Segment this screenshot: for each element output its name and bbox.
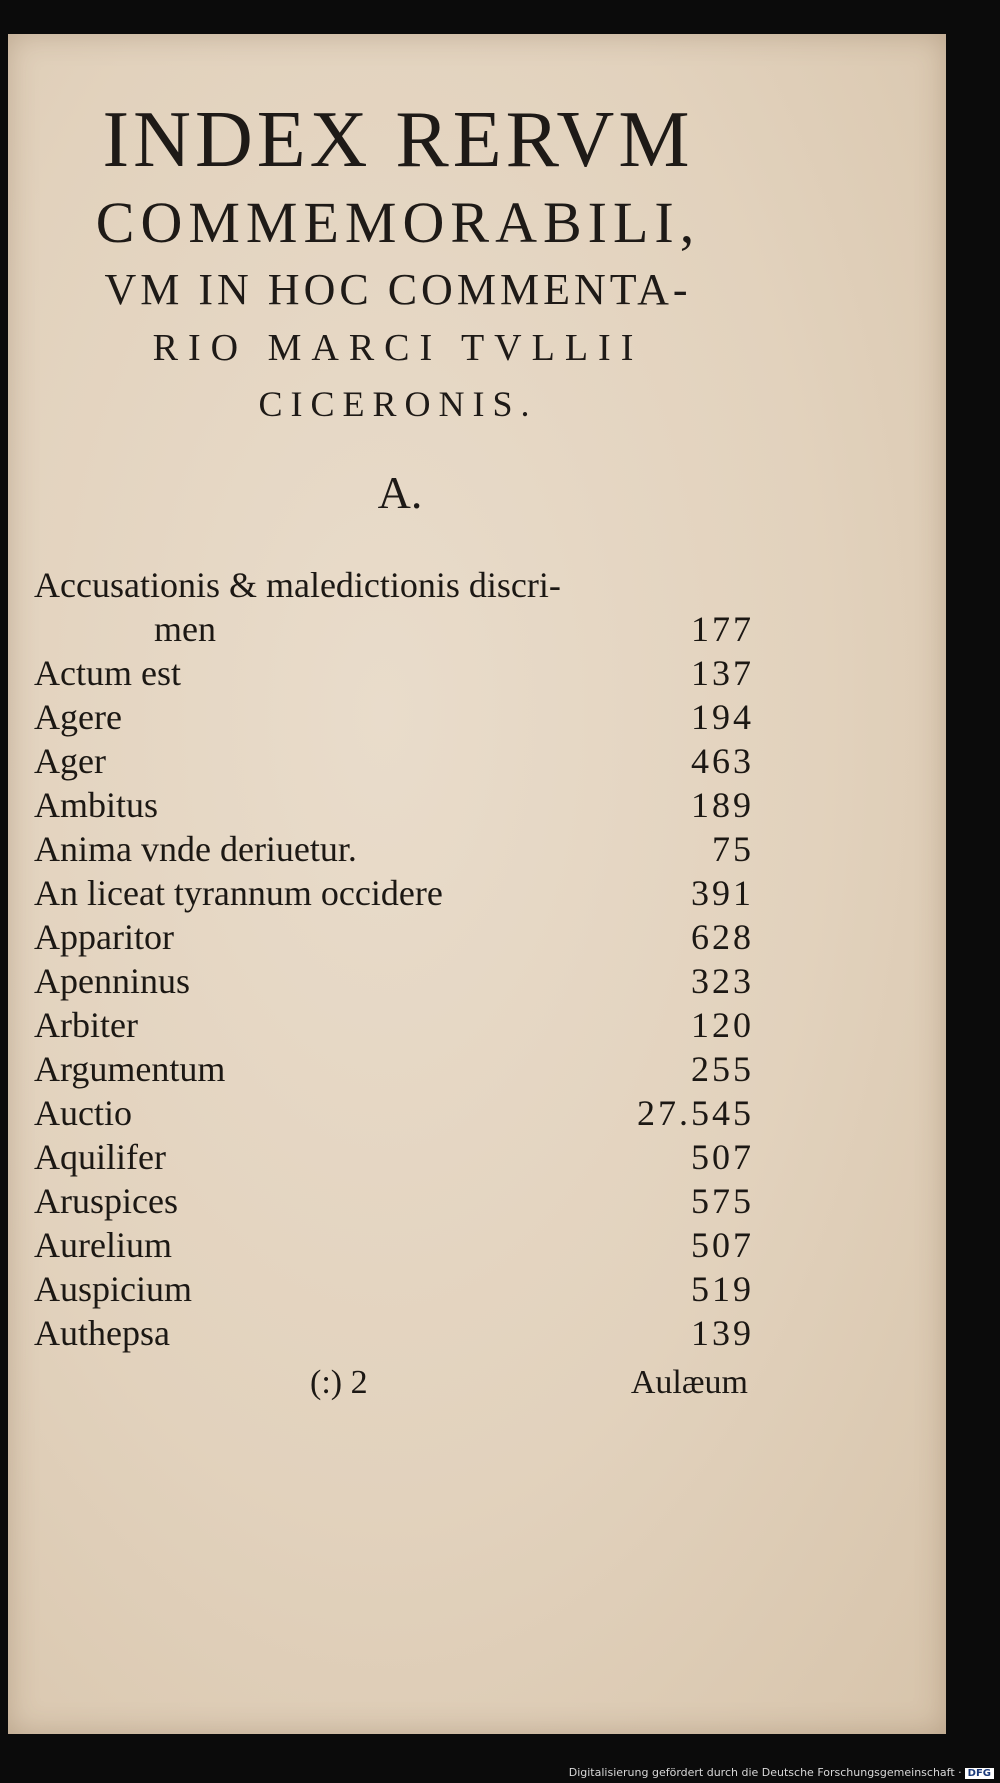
entry-term: Aurelium	[34, 1225, 172, 1265]
entry-page-number: 507	[691, 1225, 754, 1265]
index-entry	[34, 872, 754, 916]
entry-page-number: 27.545	[637, 1093, 754, 1133]
entry-term: Auctio	[34, 1093, 132, 1133]
entry-term: An liceat tyrannum occidere	[34, 873, 443, 913]
index-entry	[34, 1312, 754, 1356]
index-title	[38, 94, 758, 432]
entry-page-number: 75	[712, 829, 754, 869]
entry-page-number: 189	[691, 785, 754, 825]
index-entry	[34, 564, 754, 608]
entry-page-number: 463	[691, 741, 754, 781]
entry-term: Aquilifer	[34, 1137, 166, 1177]
title-line-3: VM IN HOC COMMENTA-	[104, 265, 692, 314]
index-entry	[34, 916, 754, 960]
entry-term: Anima vnde deriuetur.	[34, 829, 357, 869]
index-entry	[34, 740, 754, 784]
entry-term: men	[154, 609, 216, 649]
title-line-1: INDEX RERVM	[102, 96, 694, 184]
index-entry	[34, 1224, 754, 1268]
catchword: Aulæum	[630, 1364, 748, 1401]
entry-page-number: 507	[691, 1137, 754, 1177]
dfg-logo: DFG	[965, 1768, 994, 1779]
entry-term: Agere	[34, 697, 122, 737]
entry-term: Ambitus	[34, 785, 159, 825]
index-entry	[34, 652, 754, 696]
book-page	[8, 34, 946, 1734]
entry-term: Apenninus	[34, 961, 190, 1001]
entry-page-number: 120	[691, 1005, 754, 1045]
index-entry	[34, 1092, 754, 1136]
index-entry	[34, 1136, 754, 1180]
entry-page-number: 391	[691, 873, 754, 913]
entry-term: Apparitor	[34, 917, 174, 957]
index-entry	[34, 696, 754, 740]
index-entry	[34, 828, 754, 872]
entry-term: Ager	[34, 741, 106, 781]
title-line-2: COMMEMORABILI,	[95, 190, 701, 255]
entry-page-number: 519	[691, 1269, 754, 1309]
entry-term: Actum est	[34, 653, 181, 693]
entry-term: Auspicium	[34, 1269, 192, 1309]
entry-term: Arbiter	[34, 1005, 138, 1045]
index-entry	[34, 960, 754, 1004]
entry-page-number: 628	[691, 917, 754, 957]
title-line-5: CICERONIS.	[258, 384, 538, 424]
index-entry	[34, 1180, 754, 1224]
entry-page-number: 255	[691, 1049, 754, 1089]
entry-term: Authepsa	[34, 1313, 170, 1353]
index-entry	[34, 1004, 754, 1048]
entry-page-number: 194	[691, 697, 754, 737]
index-entry	[34, 608, 754, 652]
entry-term: Aruspices	[34, 1181, 178, 1221]
entry-page-number: 139	[691, 1313, 754, 1353]
entry-term: Accusationis & maledictionis discri-	[34, 565, 561, 605]
index-entries	[34, 564, 754, 1356]
title-line-4: RIO MARCI TVLLII	[152, 327, 644, 369]
index-entry	[34, 1048, 754, 1092]
index-entry	[34, 784, 754, 828]
index-entry	[34, 1268, 754, 1312]
credit-text: Digitalisierung gefördert durch die Deutsche Forschungsgemeinschaft ·	[568, 1766, 962, 1779]
section-letter: A.	[377, 467, 423, 518]
signature-mark: (:) 2	[310, 1364, 368, 1401]
entry-page-number: 575	[691, 1181, 754, 1221]
entry-page-number: 137	[691, 653, 754, 693]
entry-page-number: 177	[691, 609, 754, 649]
entry-term: Argumentum	[34, 1049, 226, 1089]
entry-page-number: 323	[691, 961, 754, 1001]
page-footer	[8, 1364, 748, 1414]
digitization-credit	[569, 1766, 994, 1779]
